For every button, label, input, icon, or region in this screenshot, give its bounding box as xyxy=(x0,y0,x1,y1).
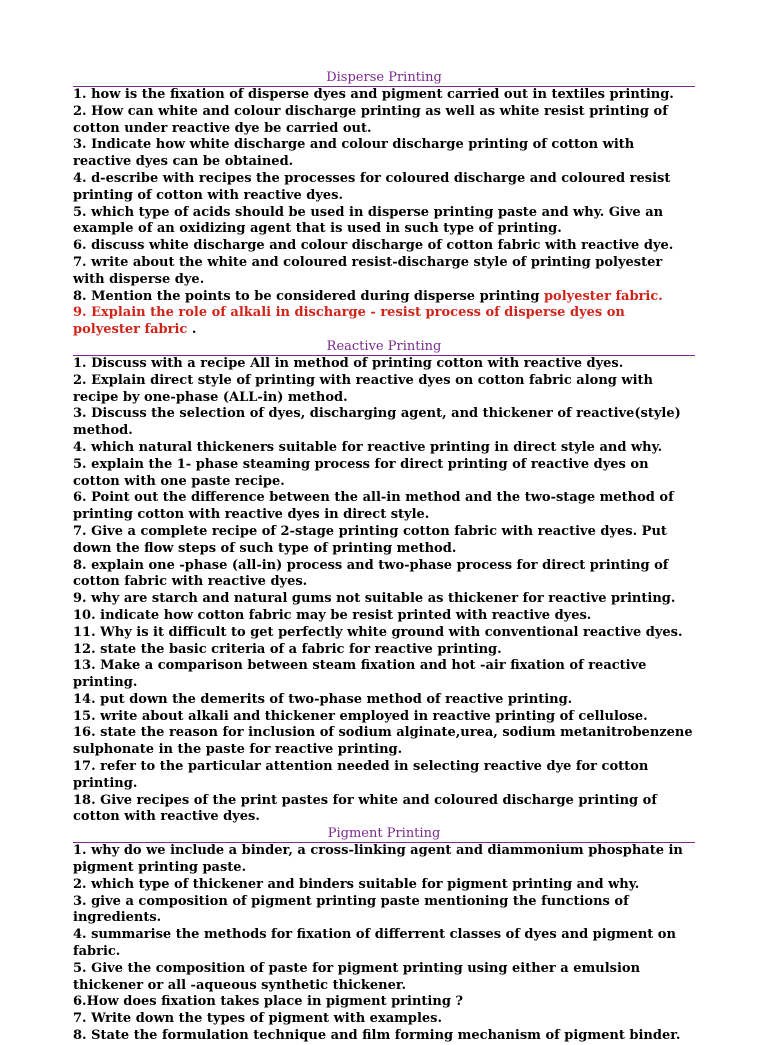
question-item: 12. state the basic criteria of a fabric for reactive printing. xyxy=(73,641,502,657)
question-item: 2. Explain direct style of printing with reactive dyes on cotton fabric along with recipe by one-phase (ALL-in) method. xyxy=(73,372,653,405)
section-title-reactive: Reactive Printing xyxy=(73,339,695,356)
question-item: 7. write about the white and coloured resist-discharge style of printing polyester with disperse dye. xyxy=(73,254,663,287)
highlighted-text: polyester fabric. xyxy=(543,288,663,304)
highlighted-text: 9. Explain the role of alkali in discharge - resist process of disperse dyes on polyester fabric xyxy=(73,305,625,338)
question-item: 5. explain the 1- phase steaming process for direct printing of reactive dyes on cotton with one paste recipe. xyxy=(73,456,649,489)
question-item: 8. State the formulation technique and film forming mechanism of pigment binder. xyxy=(73,1028,681,1044)
question-text: 8. Mention the points to be considered during disperse printing xyxy=(73,288,544,304)
question-item: 5. Give the composition of paste for pigment printing using either a emulsion thickener or all -aqueous synthetic thickener. xyxy=(73,960,641,993)
question-item: 3. Indicate how white discharge and colour discharge printing of cotton with reactive dyes can be obtained. xyxy=(73,137,635,170)
question-item: 4. which natural thickeners suitable for reactive printing in direct style and why. xyxy=(73,439,663,455)
section-title-pigment: Pigment Printing xyxy=(73,826,695,843)
question-item: 15. write about alkali and thickener employed in reactive printing of cellulose. xyxy=(73,708,648,724)
question-item: 10. indicate how cotton fabric may be resist printed with reactive dyes. xyxy=(73,607,592,623)
question-item: 7. Write down the types of pigment with examples. xyxy=(73,1011,443,1027)
question-item: 1. why do we include a binder, a cross-linking agent and diammonium phosphate in pigment printing paste. xyxy=(73,843,683,876)
question-item: 2. How can white and colour discharge printing as well as white resist printing of cotton under reactive dye be carried out. xyxy=(73,103,668,136)
question-item: 14. put down the demerits of two-phase method of reactive printing. xyxy=(73,691,573,707)
question-item: 5. which type of acids should be used in disperse printing paste and why. Give an example of an oxidizing agent that is used in such type of printing. xyxy=(73,204,664,237)
question-item: 17. refer to the particular attention needed in selecting reactive dye for cotton printing. xyxy=(73,759,649,791)
question-item: 16. state the reason for inclusion of sodium alginate,urea, sodium metanitrobenzene sulphonate in the paste for reactive printing. xyxy=(73,725,693,758)
question-item: 4. d-escribe with recipes the processes for coloured discharge and coloured resist printing of cotton with reactive dyes. xyxy=(73,170,671,203)
question-item: 18. Give recipes of the print pastes for white and coloured discharge printing of cotton with reactive dyes. xyxy=(73,792,657,825)
question-item xyxy=(73,305,695,339)
question-item: 7. Give a complete recipe of 2-stage printing cotton fabric with reactive dyes. Put down the flow steps of such type of printing method. xyxy=(73,523,667,556)
question-item: 1. how is the fixation of disperse dyes and pigment carried out in textiles printing. xyxy=(73,87,674,102)
question-item: 2. which type of thickener and binders suitable for pigment printing and why. xyxy=(73,876,640,892)
question-item: 6. discuss white discharge and colour discharge of cotton fabric with reactive dye. xyxy=(73,238,674,254)
question-item: 3. Discuss the selection of dyes, discharging agent, and thickener of reactive(style) method. xyxy=(73,406,681,439)
question-item: 3. give a composition of pigment printing paste mentioning the functions of ingredients. xyxy=(73,893,629,926)
question-item: 1. Discuss with a recipe All in method of printing cotton with reactive dyes. xyxy=(73,355,624,371)
question-document xyxy=(73,70,695,1045)
question-item: 11. Why is it difficult to get perfectly white ground with conventional reactive dyes. xyxy=(73,624,683,640)
question-item: 6. Point out the difference between the all-in method and the two-stage method of printing cotton with reactive dyes in direct style. xyxy=(73,490,674,523)
question-item: 13. Make a comparison between steam fixation and hot -air fixation of reactive printing. xyxy=(73,658,647,691)
question-item: 9. why are starch and natural gums not suitable as thickener for reactive printing. xyxy=(73,591,676,607)
question-item: 4. summarise the methods for fixation of differrent classes of dyes and pigment on fabric. xyxy=(73,927,676,960)
question-item: 8. explain one -phase (all-in) process and two-phase process for direct printing of cotton fabric with reactive dyes. xyxy=(73,557,669,590)
question-item: 6.How does fixation takes place in pigment printing ? xyxy=(73,994,464,1010)
question-item xyxy=(73,289,695,306)
section-title-disperse: Disperse Printing xyxy=(73,70,695,87)
question-text: . xyxy=(187,322,197,338)
